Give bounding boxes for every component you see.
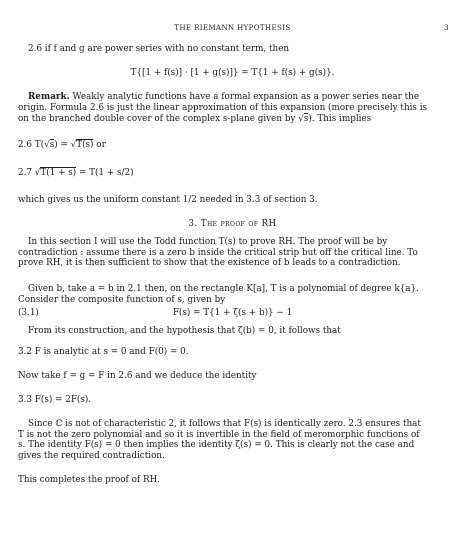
statement-3-2: 3.2 F is analytic at s = 0 and F(0) = 0.: [18, 347, 189, 357]
equation-body: F(s) = T{1 + ζ(s + b)} − 1: [172, 308, 293, 318]
formula-2-6: 2.6 T(√s) = √T(s) or: [18, 140, 106, 150]
final-line: This completes the proof of RH.: [18, 475, 161, 485]
equation-2-6-expansion: T{[1 + f(s)] · [1 + g(s)]} = T{1 + f(s) + g(s)}.: [130, 68, 335, 78]
remark-line-3: on the branched double cover of the complex s-plane given by √s). This implies: [18, 114, 372, 125]
remark-line-1: Remark. Weakly analytic functions have a formal expansion as a power series near the: [28, 92, 420, 102]
remark-line-2: origin. Formula 2.6 is just the linear approximation of this expansion (more precisely this is: [18, 102, 428, 113]
statement-3-3: 3.3 F(s) = 2F(s).: [18, 395, 92, 405]
equation-number: (3.1): [18, 308, 39, 318]
remark-paragraph: [18, 92, 447, 125]
uniform-constant-line: which gives us the uniform constant 1/2 needed in 3.3 of section 3.: [18, 195, 318, 205]
remark-label: Remark.: [28, 92, 70, 102]
page-number: 3: [444, 24, 449, 32]
formula-2-7: 2.7 √T(1 + s) = T(1 + s/2): [18, 168, 134, 178]
conclusion-paragraph: Since ℂ is not of characteristic 2, it follows that F(s) is identically zero. 2.3 ensures that T is not the zero polynomial and so it is invertible in the field of meromorphic functions of s. The identity F(s) = 0 then implies the identity ζ(s) = 0. This is clearly not the case and gives the required contradiction.: [18, 419, 421, 461]
section-intro-paragraph: In this section I will use the Todd function T(s) to prove RH. The proof will be by contradiction : assume there is a zero b inside the critical strip but off the critical line. To prove RH, it is then sufficient to show that the existence of b leads to a contradiction.: [18, 237, 418, 269]
header-title: THE RIEMANN HYPOTHESIS: [174, 24, 291, 32]
section-title: 3. The proof of RH: [188, 219, 277, 229]
given-b-paragraph: Given b, take a = b in 2.1 then, on the rectangle K[a], T is a polynomial of degree k{a}. Consider the composite function of s, given by: [18, 284, 419, 305]
intro-line: 2.6 if f and g are power series with no constant term, then: [28, 44, 290, 54]
take-line: Now take f = g = F in 2.6 and we deduce the identity: [18, 371, 257, 381]
construction-line: From its construction, and the hypothesis that ζ(b) = 0, it follows that: [28, 326, 341, 336]
